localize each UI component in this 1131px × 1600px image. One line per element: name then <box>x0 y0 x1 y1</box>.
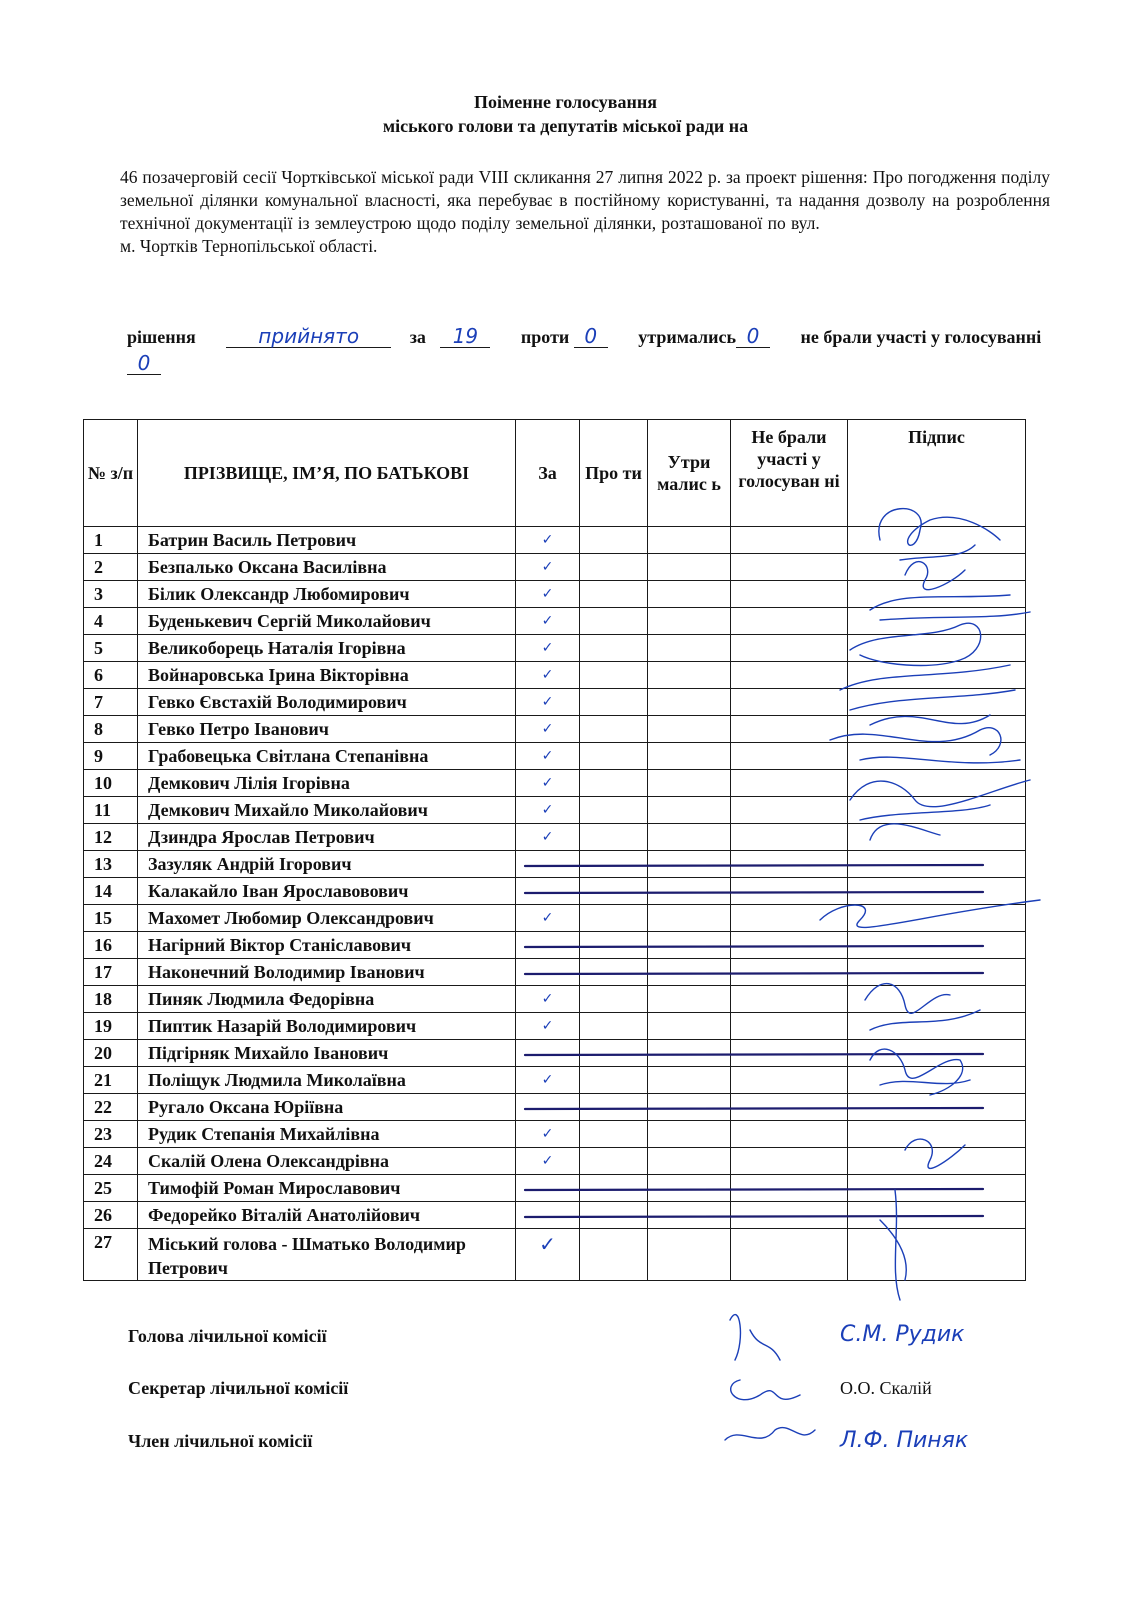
row-signature <box>848 1013 1026 1040</box>
row-vote-against <box>580 959 648 986</box>
row-vote-for <box>516 932 580 959</box>
row-vote-against <box>580 527 648 554</box>
row-number: 3 <box>84 581 138 608</box>
row-number: 27 <box>84 1229 138 1281</box>
row-vote-abstained <box>648 1013 731 1040</box>
for-count: 19 <box>440 325 490 348</box>
row-vote-against <box>580 905 648 932</box>
row-vote-absent <box>731 770 848 797</box>
abstained-label: утримались <box>638 327 736 347</box>
row-vote-absent <box>731 608 848 635</box>
row-signature <box>848 716 1026 743</box>
row-number: 17 <box>84 959 138 986</box>
row-vote-against <box>580 1121 648 1148</box>
row-vote-for: ✓ <box>516 689 580 716</box>
row-vote-against <box>580 554 648 581</box>
header-signature: Підпис <box>848 420 1026 527</box>
row-number: 19 <box>84 1013 138 1040</box>
against-label: проти <box>520 327 570 347</box>
row-vote-abstained <box>648 770 731 797</box>
against-count: 0 <box>574 325 608 348</box>
table-row <box>84 824 1026 851</box>
row-vote-against <box>580 743 648 770</box>
row-name: Білик Олександр Любомирович <box>138 581 516 608</box>
row-vote-for: ✓ <box>516 1013 580 1040</box>
row-vote-for: ✓ <box>516 1148 580 1175</box>
row-number: 8 <box>84 716 138 743</box>
row-vote-abstained <box>648 959 731 986</box>
for-label: за <box>409 327 426 347</box>
table-row <box>84 689 1026 716</box>
row-vote-absent <box>731 662 848 689</box>
table-row <box>84 1229 1026 1281</box>
row-vote-absent <box>731 581 848 608</box>
table-header-row <box>84 420 1026 527</box>
row-number: 1 <box>84 527 138 554</box>
table-row <box>84 1067 1026 1094</box>
row-vote-abstained <box>648 716 731 743</box>
row-name: Міський голова - Шматько Володимир Петрович <box>138 1229 516 1281</box>
row-number: 14 <box>84 878 138 905</box>
row-vote-absent <box>731 1148 848 1175</box>
row-vote-against <box>580 1013 648 1040</box>
row-name: Пиптик Назарій Володимирович <box>138 1013 516 1040</box>
row-number: 24 <box>84 1148 138 1175</box>
row-vote-absent <box>731 878 848 905</box>
row-vote-for: ✓ <box>516 581 580 608</box>
row-vote-for: ✓ <box>516 743 580 770</box>
row-vote-abstained <box>648 581 731 608</box>
row-vote-abstained <box>648 1040 731 1067</box>
row-vote-absent <box>731 635 848 662</box>
row-vote-absent <box>731 986 848 1013</box>
row-vote-for: ✓ <box>516 1121 580 1148</box>
row-vote-for: ✓ <box>516 635 580 662</box>
row-vote-absent <box>731 851 848 878</box>
row-name: Гевко Євстахій Володимирович <box>138 689 516 716</box>
row-signature <box>848 1229 1026 1281</box>
row-number: 22 <box>84 1094 138 1121</box>
absent-label: не брали участі у голосуванні <box>800 327 1042 347</box>
row-signature <box>848 1040 1026 1067</box>
row-signature <box>848 905 1026 932</box>
row-vote-for: ✓ <box>516 554 580 581</box>
row-name: Рудик Степанія Михайлівна <box>138 1121 516 1148</box>
commission-member-signature <box>725 1428 815 1440</box>
row-number: 21 <box>84 1067 138 1094</box>
row-vote-for: ✓ <box>516 905 580 932</box>
decision-label: рішення <box>127 327 196 347</box>
row-name: Буденькевич Сергій Миколайович <box>138 608 516 635</box>
row-vote-for: ✓ <box>516 662 580 689</box>
row-vote-for: ✓ <box>516 824 580 851</box>
decision-summary <box>127 324 1047 378</box>
row-number: 23 <box>84 1121 138 1148</box>
row-vote-absent <box>731 959 848 986</box>
table-row <box>84 851 1026 878</box>
table-row <box>84 581 1026 608</box>
row-vote-against <box>580 878 648 905</box>
document-title-line1: Поіменне голосування <box>473 92 658 112</box>
row-signature <box>848 689 1026 716</box>
row-vote-abstained <box>648 905 731 932</box>
row-vote-for <box>516 851 580 878</box>
row-signature <box>848 743 1026 770</box>
row-signature <box>848 851 1026 878</box>
row-vote-for <box>516 1040 580 1067</box>
header-for: За <box>516 420 580 527</box>
row-signature <box>848 824 1026 851</box>
row-vote-against <box>580 1067 648 1094</box>
row-name: Грабовецька Світлана Степанівна <box>138 743 516 770</box>
table-row <box>84 1121 1026 1148</box>
row-vote-abstained <box>648 743 731 770</box>
table-row <box>84 1040 1026 1067</box>
row-signature <box>848 878 1026 905</box>
row-vote-against <box>580 824 648 851</box>
row-vote-abstained <box>648 527 731 554</box>
row-vote-for: ✓ <box>516 797 580 824</box>
row-vote-absent <box>731 1040 848 1067</box>
commission-member-label: Член лічильної комісії <box>128 1431 313 1451</box>
row-vote-absent <box>731 1229 848 1281</box>
row-vote-abstained <box>648 554 731 581</box>
row-vote-absent <box>731 743 848 770</box>
row-name: Демкович Михайло Миколайович <box>138 797 516 824</box>
row-vote-absent <box>731 716 848 743</box>
row-name: Великоборець Наталія Ігорівна <box>138 635 516 662</box>
abstained-count: 0 <box>736 325 770 348</box>
row-vote-against <box>580 1229 648 1281</box>
row-signature <box>848 1175 1026 1202</box>
session-description <box>120 166 1050 258</box>
row-vote-against <box>580 1175 648 1202</box>
row-vote-abstained <box>648 1121 731 1148</box>
session-description-text-end: м. Чортків Тернопільської області. <box>120 236 378 256</box>
row-vote-for <box>516 959 580 986</box>
absent-count: 0 <box>127 352 161 375</box>
table-row <box>84 1013 1026 1040</box>
row-number: 15 <box>84 905 138 932</box>
row-name: Ругало Оксана Юріївна <box>138 1094 516 1121</box>
row-name: Махомет Любомир Олександрович <box>138 905 516 932</box>
row-vote-against <box>580 851 648 878</box>
row-name: Нагірний Віктор Станіславович <box>138 932 516 959</box>
row-vote-against <box>580 1094 648 1121</box>
row-name: Федорейко Віталій Анатолійович <box>138 1202 516 1229</box>
row-signature <box>848 1202 1026 1229</box>
commission-head-label: Голова лічильної комісії <box>128 1326 327 1346</box>
row-number: 11 <box>84 797 138 824</box>
row-signature <box>848 959 1026 986</box>
table-row <box>84 1148 1026 1175</box>
table-row <box>84 905 1026 932</box>
row-signature <box>848 1067 1026 1094</box>
commission-secretary-signature <box>731 1380 800 1400</box>
table-row <box>84 743 1026 770</box>
row-vote-absent <box>731 824 848 851</box>
row-number: 10 <box>84 770 138 797</box>
row-vote-for <box>516 1175 580 1202</box>
row-vote-against <box>580 716 648 743</box>
row-vote-absent <box>731 1202 848 1229</box>
decision-value: прийнято <box>226 325 391 348</box>
row-vote-abstained <box>648 1175 731 1202</box>
table-row <box>84 878 1026 905</box>
commission-member-name: Л.Ф. Пиняк <box>840 1428 969 1453</box>
row-number: 9 <box>84 743 138 770</box>
row-vote-against <box>580 1202 648 1229</box>
row-vote-abstained <box>648 1148 731 1175</box>
row-vote-absent <box>731 554 848 581</box>
row-vote-for: ✓ <box>516 1067 580 1094</box>
row-vote-absent <box>731 905 848 932</box>
redacted-street <box>825 215 1050 229</box>
row-vote-absent <box>731 1094 848 1121</box>
row-number: 26 <box>84 1202 138 1229</box>
table-row <box>84 986 1026 1013</box>
row-signature <box>848 932 1026 959</box>
row-vote-against <box>580 932 648 959</box>
row-vote-absent <box>731 1121 848 1148</box>
row-vote-against <box>580 608 648 635</box>
row-signature <box>848 554 1026 581</box>
row-name: Войнаровська Ірина Вікторівна <box>138 662 516 689</box>
table-row <box>84 608 1026 635</box>
row-name: Батрин Василь Петрович <box>138 527 516 554</box>
row-vote-against <box>580 1148 648 1175</box>
row-vote-for: ✓ <box>516 770 580 797</box>
row-vote-abstained <box>648 851 731 878</box>
row-number: 13 <box>84 851 138 878</box>
row-number: 2 <box>84 554 138 581</box>
row-vote-for: ✓ <box>516 716 580 743</box>
row-vote-absent <box>731 1013 848 1040</box>
row-vote-abstained <box>648 689 731 716</box>
table-row <box>84 1202 1026 1229</box>
row-name: Наконечний Володимир Іванович <box>138 959 516 986</box>
row-number: 6 <box>84 662 138 689</box>
row-vote-for <box>516 1202 580 1229</box>
row-vote-against <box>580 770 648 797</box>
row-signature <box>848 581 1026 608</box>
row-signature <box>848 635 1026 662</box>
table-row <box>84 527 1026 554</box>
row-name: Поліщук Людмила Миколаївна <box>138 1067 516 1094</box>
row-vote-for <box>516 878 580 905</box>
row-vote-for: ✓ <box>516 1229 580 1281</box>
row-signature <box>848 1094 1026 1121</box>
row-number: 4 <box>84 608 138 635</box>
table-row <box>84 716 1026 743</box>
row-signature <box>848 1121 1026 1148</box>
row-vote-abstained <box>648 1067 731 1094</box>
row-name: Пиняк Людмила Федорівна <box>138 986 516 1013</box>
row-vote-for <box>516 1094 580 1121</box>
row-name: Зазуляк Андрій Ігорович <box>138 851 516 878</box>
row-signature <box>848 770 1026 797</box>
row-signature <box>848 662 1026 689</box>
table-row <box>84 959 1026 986</box>
row-vote-abstained <box>648 797 731 824</box>
row-vote-against <box>580 689 648 716</box>
row-vote-against <box>580 581 648 608</box>
row-vote-abstained <box>648 878 731 905</box>
header-number: № з/п <box>84 420 138 527</box>
row-name: Калакайло Іван Ярославовович <box>138 878 516 905</box>
row-vote-abstained <box>648 635 731 662</box>
row-vote-absent <box>731 932 848 959</box>
session-description-text: 46 позачерговій сесії Чортківської міської ради VIII скликання 27 липня 2022 р. за проект рішення: Про погодження поділу земельної ділянки комунальної власності, яка перебуває в постійному користуванні, та надання дозволу на розроблення технічної документації із землеустрою щодо поділу земельної ділянки, розташованої по вул. <box>120 167 1050 233</box>
row-signature <box>848 797 1026 824</box>
row-name: Демкович Лілія Ігорівна <box>138 770 516 797</box>
row-number: 7 <box>84 689 138 716</box>
row-signature <box>848 608 1026 635</box>
row-vote-against <box>580 1040 648 1067</box>
table-row <box>84 932 1026 959</box>
row-vote-against <box>580 986 648 1013</box>
row-vote-absent <box>731 1175 848 1202</box>
row-number: 12 <box>84 824 138 851</box>
commission-head-name: С.М. Рудик <box>840 1322 965 1347</box>
commission-secretary-label: Секретар лічильної комісії <box>128 1378 349 1398</box>
row-name: Скалій Олена Олександрівна <box>138 1148 516 1175</box>
row-vote-abstained <box>648 608 731 635</box>
row-name: Безпалько Оксана Василівна <box>138 554 516 581</box>
row-number: 20 <box>84 1040 138 1067</box>
row-vote-against <box>580 662 648 689</box>
row-name: Дзиндра Ярослав Петрович <box>138 824 516 851</box>
row-signature <box>848 986 1026 1013</box>
table-row <box>84 662 1026 689</box>
commission-head-signature <box>730 1315 780 1360</box>
table-row <box>84 797 1026 824</box>
header-against: Про ти <box>580 420 648 527</box>
row-vote-abstained <box>648 1229 731 1281</box>
table-row <box>84 1094 1026 1121</box>
commission-secretary-name: О.О. Скалій <box>840 1378 932 1398</box>
row-number: 25 <box>84 1175 138 1202</box>
row-name: Гевко Петро Іванович <box>138 716 516 743</box>
document-title-line2: міського голови та депутатів міської ради на <box>382 116 749 136</box>
row-name: Тимофій Роман Мирославович <box>138 1175 516 1202</box>
row-signature <box>848 1148 1026 1175</box>
row-vote-against <box>580 797 648 824</box>
header-absent: Не брали участі у голосуван ні <box>731 420 848 527</box>
row-vote-absent <box>731 689 848 716</box>
table-row <box>84 635 1026 662</box>
row-vote-absent <box>731 1067 848 1094</box>
row-vote-abstained <box>648 662 731 689</box>
row-vote-for: ✓ <box>516 608 580 635</box>
row-number: 18 <box>84 986 138 1013</box>
row-number: 16 <box>84 932 138 959</box>
row-vote-abstained <box>648 824 731 851</box>
row-signature <box>848 527 1026 554</box>
row-vote-abstained <box>648 932 731 959</box>
header-abstained: Утри малис ь <box>648 420 731 527</box>
row-vote-against <box>580 635 648 662</box>
row-vote-abstained <box>648 1202 731 1229</box>
table-row <box>84 554 1026 581</box>
row-number: 5 <box>84 635 138 662</box>
table-row <box>84 770 1026 797</box>
row-vote-for: ✓ <box>516 986 580 1013</box>
row-vote-abstained <box>648 1094 731 1121</box>
row-name: Підгірняк Михайло Іванович <box>138 1040 516 1067</box>
row-vote-for: ✓ <box>516 527 580 554</box>
row-vote-abstained <box>648 986 731 1013</box>
row-vote-absent <box>731 797 848 824</box>
row-vote-absent <box>731 527 848 554</box>
table-row <box>84 1175 1026 1202</box>
header-name: ПРІЗВИЩЕ, ІМ’Я, ПО БАТЬКОВІ <box>138 420 516 527</box>
roll-call-table <box>83 419 1026 1281</box>
